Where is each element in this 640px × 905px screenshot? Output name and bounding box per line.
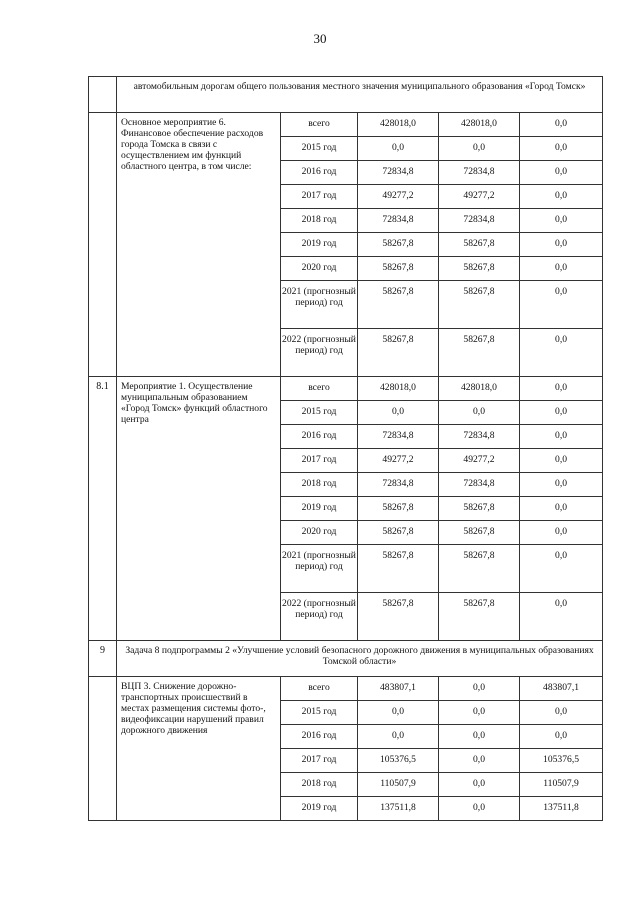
period-cell: 2017 год	[281, 749, 358, 773]
local-budget-cell: 58267,8	[439, 545, 520, 593]
page-number: 30	[313, 31, 327, 46]
total-cell: 49277,2	[358, 185, 439, 209]
period-cell: 2020 год	[281, 257, 358, 281]
total-cell: 58267,8	[358, 257, 439, 281]
regional-budget-cell: 483807,1	[520, 677, 603, 701]
total-cell: 428018,0	[358, 113, 439, 137]
period-cell: 2020 год	[281, 521, 358, 545]
local-budget-cell: 58267,8	[439, 593, 520, 641]
local-budget-cell: 72834,8	[439, 473, 520, 497]
regional-budget-cell: 0,0	[520, 725, 603, 749]
total-cell: 58267,8	[358, 281, 439, 329]
budget-row	[89, 377, 603, 401]
regional-budget-cell: 105376,5	[520, 749, 603, 773]
total-cell: 58267,8	[358, 521, 439, 545]
row-number: 8.1	[89, 377, 117, 641]
period-cell: 2021 (прогнозный период) год	[281, 545, 358, 593]
regional-budget-cell: 0,0	[520, 449, 603, 473]
activity-name: ВЦП 3. Снижение дорожно-транспортных происшествий в местах размещения системы фото-, видеофиксации нарушений правил дорожного движения	[117, 677, 281, 821]
local-budget-cell: 58267,8	[439, 257, 520, 281]
regional-budget-cell: 0,0	[520, 137, 603, 161]
period-cell: 2015 год	[281, 137, 358, 161]
regional-budget-cell: 110507,9	[520, 773, 603, 797]
budget-row	[89, 113, 603, 137]
period-cell: всего	[281, 677, 358, 701]
regional-budget-cell: 0,0	[520, 425, 603, 449]
total-cell: 483807,1	[358, 677, 439, 701]
total-cell: 105376,5	[358, 749, 439, 773]
regional-budget-cell: 0,0	[520, 329, 603, 377]
total-cell: 0,0	[358, 137, 439, 161]
section-heading: Задача 8 подпрограммы 2 «Улучшение условий безопасного дорожного движения в муниципальных образованиях Томской области»	[117, 641, 603, 677]
period-cell: 2018 год	[281, 209, 358, 233]
regional-budget-cell: 0,0	[520, 281, 603, 329]
period-cell: 2018 год	[281, 773, 358, 797]
regional-budget-cell: 0,0	[520, 593, 603, 641]
local-budget-cell: 428018,0	[439, 377, 520, 401]
regional-budget-cell: 0,0	[520, 521, 603, 545]
period-cell: 2018 год	[281, 473, 358, 497]
total-cell: 58267,8	[358, 233, 439, 257]
period-cell: 2015 год	[281, 701, 358, 725]
total-cell: 72834,8	[358, 209, 439, 233]
regional-budget-cell: 0,0	[520, 233, 603, 257]
local-budget-cell: 58267,8	[439, 497, 520, 521]
budget-table	[88, 76, 603, 821]
regional-budget-cell: 0,0	[520, 185, 603, 209]
total-cell: 72834,8	[358, 473, 439, 497]
regional-budget-cell: 0,0	[520, 113, 603, 137]
total-cell: 137511,8	[358, 797, 439, 821]
local-budget-cell: 49277,2	[439, 449, 520, 473]
total-cell: 58267,8	[358, 545, 439, 593]
row-number	[89, 77, 117, 113]
local-budget-cell: 0,0	[439, 797, 520, 821]
period-cell: всего	[281, 377, 358, 401]
period-cell: 2016 год	[281, 725, 358, 749]
period-cell: 2016 год	[281, 425, 358, 449]
regional-budget-cell: 0,0	[520, 161, 603, 185]
local-budget-cell: 72834,8	[439, 161, 520, 185]
total-cell: 49277,2	[358, 449, 439, 473]
total-cell: 110507,9	[358, 773, 439, 797]
total-cell: 72834,8	[358, 161, 439, 185]
regional-budget-cell: 0,0	[520, 473, 603, 497]
period-cell: 2015 год	[281, 401, 358, 425]
regional-budget-cell: 0,0	[520, 497, 603, 521]
local-budget-cell: 58267,8	[439, 233, 520, 257]
local-budget-cell: 0,0	[439, 677, 520, 701]
local-budget-cell: 58267,8	[439, 521, 520, 545]
regional-budget-cell: 0,0	[520, 701, 603, 725]
period-cell: 2019 год	[281, 233, 358, 257]
row-number	[89, 113, 117, 377]
local-budget-cell: 58267,8	[439, 281, 520, 329]
task-row	[89, 641, 603, 677]
total-cell: 0,0	[358, 701, 439, 725]
regional-budget-cell: 0,0	[520, 257, 603, 281]
period-cell: 2022 (прогнозный период) год	[281, 593, 358, 641]
budget-table-body	[89, 77, 603, 821]
regional-budget-cell: 137511,8	[520, 797, 603, 821]
period-cell: 2021 (прогнозный период) год	[281, 281, 358, 329]
regional-budget-cell: 0,0	[520, 401, 603, 425]
total-cell: 0,0	[358, 725, 439, 749]
total-cell: 0,0	[358, 401, 439, 425]
period-cell: всего	[281, 113, 358, 137]
section-heading: автомобильным дорогам общего пользования местного значения муниципального образования «Город Томск»	[117, 77, 603, 113]
row-number	[89, 677, 117, 821]
local-budget-cell: 58267,8	[439, 329, 520, 377]
continuation-row	[89, 77, 603, 113]
local-budget-cell: 72834,8	[439, 425, 520, 449]
local-budget-cell: 0,0	[439, 749, 520, 773]
period-cell: 2019 год	[281, 497, 358, 521]
budget-row	[89, 677, 603, 701]
local-budget-cell: 0,0	[439, 137, 520, 161]
period-cell: 2017 год	[281, 185, 358, 209]
activity-name: Основное мероприятие 6. Финансовое обеспечение расходов города Томска в связи с осуществлением им функций областного центра, в том числе:	[117, 113, 281, 377]
row-number: 9	[89, 641, 117, 677]
regional-budget-cell: 0,0	[520, 545, 603, 593]
regional-budget-cell: 0,0	[520, 209, 603, 233]
local-budget-cell: 0,0	[439, 401, 520, 425]
period-cell: 2016 год	[281, 161, 358, 185]
total-cell: 58267,8	[358, 329, 439, 377]
local-budget-cell: 0,0	[439, 701, 520, 725]
total-cell: 72834,8	[358, 425, 439, 449]
total-cell: 428018,0	[358, 377, 439, 401]
local-budget-cell: 72834,8	[439, 209, 520, 233]
local-budget-cell: 49277,2	[439, 185, 520, 209]
regional-budget-cell: 0,0	[520, 377, 603, 401]
period-cell: 2019 год	[281, 797, 358, 821]
total-cell: 58267,8	[358, 497, 439, 521]
period-cell: 2017 год	[281, 449, 358, 473]
activity-name: Мероприятие 1. Осуществление муниципальным образованием «Город Томск» функций областного центра	[117, 377, 281, 641]
local-budget-cell: 0,0	[439, 773, 520, 797]
period-cell: 2022 (прогнозный период) год	[281, 329, 358, 377]
local-budget-cell: 428018,0	[439, 113, 520, 137]
total-cell: 58267,8	[358, 593, 439, 641]
local-budget-cell: 0,0	[439, 725, 520, 749]
